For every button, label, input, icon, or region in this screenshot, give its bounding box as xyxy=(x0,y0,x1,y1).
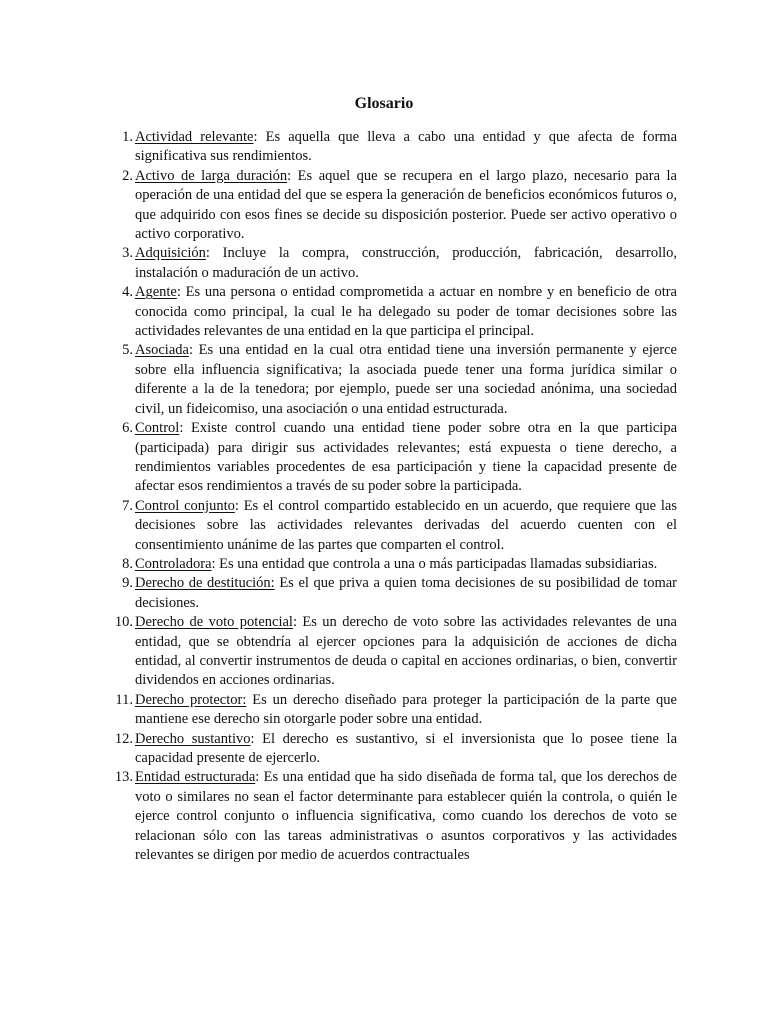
glossary-term: Activo de larga duración xyxy=(135,167,288,184)
glossary-term: Derecho de voto potencial xyxy=(135,614,293,631)
item-number: 1 . xyxy=(105,128,133,147)
glossary-term: Control conjunto xyxy=(135,497,235,514)
glossary-item xyxy=(122,128,677,167)
glossary-term: Adquisición xyxy=(135,245,206,262)
item-number: 3 . xyxy=(105,244,133,263)
item-number: 11 . xyxy=(105,691,133,710)
glossary-term: Controladora xyxy=(135,555,212,572)
glossary-item xyxy=(122,244,677,283)
glossary-definition: : Es un derecho de voto sobre las actividades relevantes de una entidad, que se obtendría al ejercer opciones para la adquisición de acciones de dicha entidad, al convertir instrumentos de deuda o capital en acciones ordinarias, o bien, convertir dividendos en acciones ordinarias. xyxy=(135,614,677,689)
glossary-definition: : Es una persona o entidad comprometida a actuar en nombre y en beneficio de otra conocida como principal, la cual le ha delegado su poder de tomar decisiones sobre las actividades relevantes de una entidad en la que participa el principal. xyxy=(135,284,677,340)
glossary-definition: : Es aquel que se recupera en el largo plazo, necesario para la operación de una entidad del que se espera la generación de beneficios económicos futuros o, que adquirido con esos fines se decide su disposición posterior. Puede ser activo operativo o activo corporativo. xyxy=(135,167,677,243)
glossary-term: Agente xyxy=(135,284,177,301)
glossary-definition: : Es el control compartido establecido en un acuerdo, que requiere que las decisiones sobre las actividades relevantes derivadas del acuerdo cuenten con el consentimiento unánime de las partes que comparten el control. xyxy=(135,497,677,553)
glossary-item xyxy=(122,555,677,574)
glossary-term: Asociada xyxy=(135,342,189,359)
page-title: Glosario xyxy=(354,95,414,112)
item-number: 5 . xyxy=(105,341,133,360)
glossary-term: Control xyxy=(135,420,180,437)
glossary-term: Derecho protector: xyxy=(135,691,247,708)
glossary-term: Actividad relevante xyxy=(135,129,254,145)
item-number: 6 . xyxy=(105,419,133,438)
glossary-definition: Es un derecho diseñado para proteger la participación de la parte que mantiene ese derecho sin otorgarle poder sobre una entidad. xyxy=(135,691,677,728)
glossary-term: Derecho sustantivo xyxy=(135,730,251,747)
item-number: 13 . xyxy=(105,768,133,787)
glossary-definition: : Es una entidad que ha sido diseñada de forma tal, que los derechos de voto o similares no sean el factor determinante para establecer quién la controla, o quién le ejerce control conjunto o influencia significativa, como cuando los derechos de voto se relacionan sólo con las tareas administrativas o asuntos corporativos y las actividades relevantes se dirigen por medio de acuerdos contractuales xyxy=(135,769,677,864)
glossary-item xyxy=(114,768,677,865)
glossary-definition: : Es una entidad en la cual otra entidad tiene una inversión permanente y ejerce sobre ella influencia significativa; la asociada puede tener una forma jurídica similar o diferente a la de la tenedora; por ejemplo, puede ser una sociedad anónima, una sociedad civil, un fideicomiso, una asociación o una entidad estructurada. xyxy=(135,342,677,417)
item-number: 8 . xyxy=(105,555,133,574)
item-number: 4 . xyxy=(105,283,133,302)
glossary-item xyxy=(122,341,677,419)
item-number: 7 . xyxy=(105,497,133,516)
item-number: 9 . xyxy=(105,574,133,593)
glossary-item xyxy=(114,613,677,691)
item-number: 10 . xyxy=(105,613,133,632)
glossary-definition: : Existe control cuando una entidad tiene poder sobre otra en la que participa (participada) para dirigir sus actividades relevantes; está expuesta o tiene derecho, a rendimientos variables procedentes de esa participación y tiene la capacidad presente de afectar esos rendimientos a través de su poder sobre la participada. xyxy=(135,420,677,495)
glossary-definition: : El derecho es sustantivo, si el inversionista que lo posee tiene la capacidad presente de ejercerlo. xyxy=(135,730,678,766)
glossary-definition: : Es una entidad que controla a una o más participadas llamadas subsidiarias. xyxy=(211,555,658,572)
glossary-item xyxy=(122,497,677,555)
glossary-item xyxy=(122,283,677,341)
glossary-list xyxy=(114,128,678,865)
item-number: 12 . xyxy=(105,730,133,749)
glossary-definition: : Es aquella que lleva a cabo una entidad y que afecta de forma significativa sus rendimientos. xyxy=(135,129,677,165)
glossary-item xyxy=(122,419,677,497)
glossary-item xyxy=(122,574,678,613)
glossary-term: Derecho de destitución: xyxy=(135,575,275,592)
glossary-definition: : Incluye la compra, construcción, producción, fabricación, desarrollo, instalación o maduración de un activo. xyxy=(135,245,677,281)
glossary-item xyxy=(115,691,677,730)
glossary-term: Entidad estructurada xyxy=(135,769,256,786)
item-number: 2 . xyxy=(105,167,133,186)
glossary-item xyxy=(122,167,677,245)
glossary-definition: Es el que priva a quien toma decisiones de su posibilidad de tomar decisiones. xyxy=(135,575,678,611)
glossary-item xyxy=(114,730,678,769)
